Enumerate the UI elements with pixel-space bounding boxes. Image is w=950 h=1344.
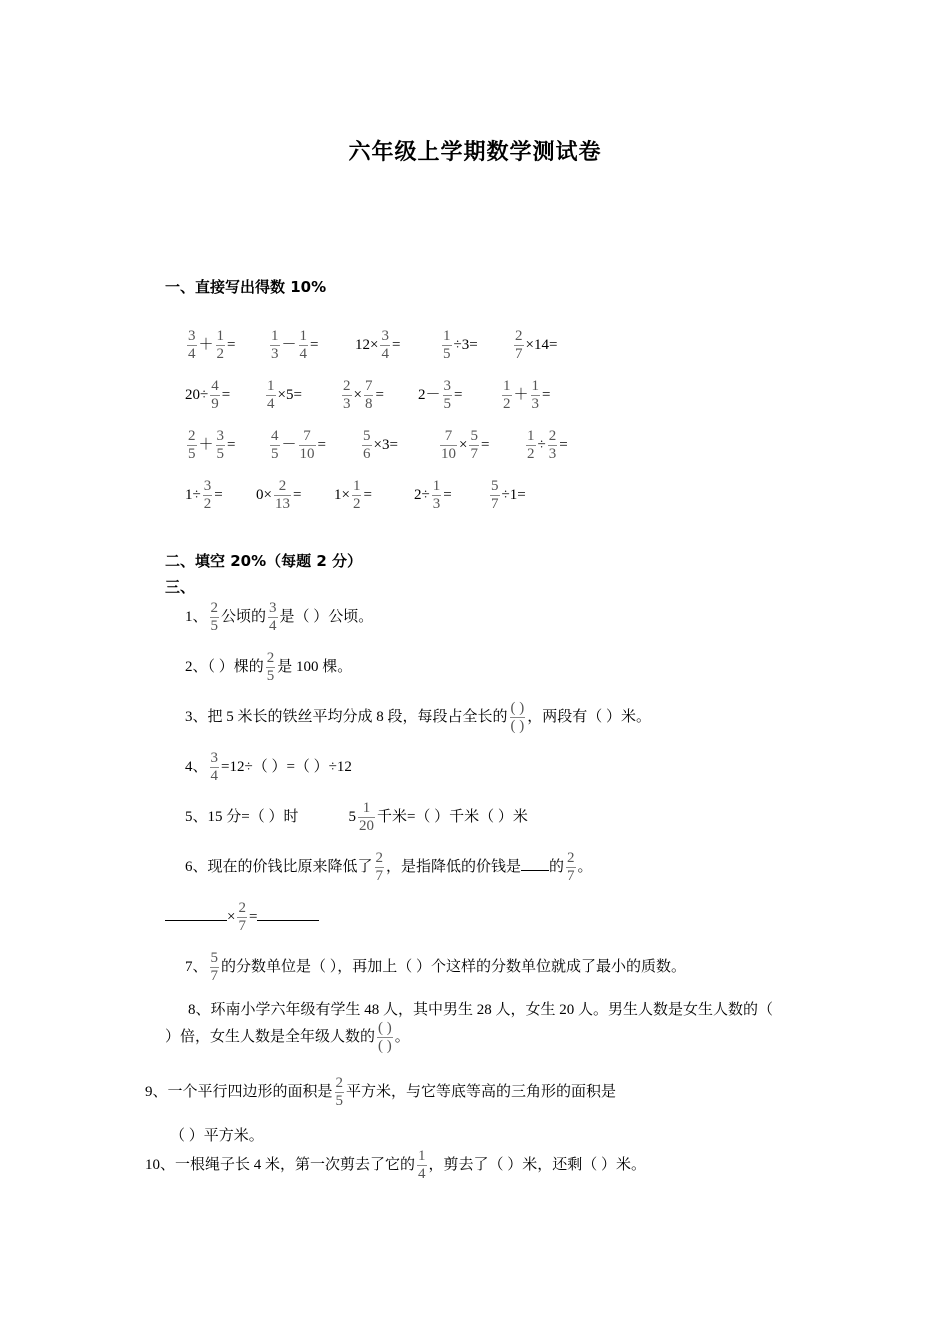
section3-heading: 三、 xyxy=(165,578,196,596)
question-3 xyxy=(185,700,651,735)
page-title: 六年级上学期数学测试卷 xyxy=(348,140,602,165)
question-10 xyxy=(145,1148,646,1183)
fraction: $\frac{1}{3}$ xyxy=(432,478,441,512)
fraction: $\frac{3}{4}$ xyxy=(210,750,219,784)
calc-item xyxy=(500,378,550,413)
question-1 xyxy=(185,600,373,635)
q9-text: 9、一个平行四边形的面积是 xyxy=(145,1083,333,1100)
fraction: $\frac{1}{3}$ xyxy=(271,328,279,362)
q4-text: =12÷（ ）=（ ）÷12 xyxy=(221,758,352,775)
question-4 xyxy=(185,750,352,785)
fraction: $\frac{7}{8}$ xyxy=(364,378,373,412)
operator: × xyxy=(353,386,362,403)
question-7 xyxy=(185,950,686,985)
fraction: $\frac{1}{20}$ xyxy=(358,800,374,834)
calc-item xyxy=(355,328,400,363)
calc-suffix: = xyxy=(214,486,223,503)
calc-item xyxy=(414,478,452,513)
fraction: $\frac{3}{2}$ xyxy=(203,478,212,512)
calc-prefix: 1× xyxy=(334,486,350,503)
calc-item xyxy=(268,428,326,463)
calc-prefix: 2÷ xyxy=(414,486,430,503)
fraction: $\frac{2}{7}$ xyxy=(375,850,384,884)
q7-text: 的分数单位是（ ），再加上（ ）个这样的分数单位就成了最小的质数。 xyxy=(221,958,687,975)
q2-text-end: 是 100 棵。 xyxy=(277,658,353,675)
calc-suffix: = xyxy=(454,386,463,403)
q3-text: 3、把 5 米长的铁丝平均分成 8 段，每段占全长的 xyxy=(185,708,508,725)
question-6 xyxy=(185,850,593,885)
calc-item xyxy=(185,328,235,363)
q8-text: ）倍，女生人数是全年级人数的 xyxy=(165,1028,376,1045)
fraction: $\frac{2}{5}$ xyxy=(266,650,275,684)
calc-suffix: = xyxy=(363,486,372,503)
operator: － xyxy=(281,336,297,353)
question-2 xyxy=(185,650,352,685)
q9-text-end: 平方米，与它等底等高的三角形的面积是 xyxy=(346,1083,617,1100)
calc-item xyxy=(512,328,557,363)
fraction: $\frac{3}{5}$ xyxy=(216,428,225,462)
question-9-line2: （ ）平方米。 xyxy=(170,1128,264,1144)
calc-suffix: ÷3= xyxy=(453,336,478,353)
fraction: $\frac{4}{5}$ xyxy=(271,428,279,462)
fraction: $\frac{3}{5}$ xyxy=(443,378,452,412)
section2-heading: 二、填空 20%（每题 2 分） xyxy=(165,552,363,570)
fraction: $\frac{2}{13}$ xyxy=(274,478,290,512)
calc-suffix: = xyxy=(227,436,236,453)
fraction: $\frac{1}{2}$ xyxy=(352,478,361,512)
q5-part-b: 千米=（ ）千米（ ）米 xyxy=(376,808,528,825)
calc-prefix: 2－ xyxy=(418,386,441,403)
section1-heading: 一、直接写出得数 10% xyxy=(165,278,327,296)
calc-item xyxy=(360,428,398,463)
fraction-blank: $\frac{( )}{( )}$ xyxy=(510,700,525,734)
calc-item xyxy=(334,478,372,513)
q2-text: 2、（ ）棵的 xyxy=(185,658,264,675)
q6-text-mid: ，是指降低的价钱是 xyxy=(386,858,522,875)
fraction: $\frac{7}{10}$ xyxy=(299,428,315,462)
q6-text-de: 的 xyxy=(549,858,565,875)
fraction: $\frac{1}{4}$ xyxy=(418,1148,426,1182)
calc-item xyxy=(340,378,384,413)
calc-suffix: = xyxy=(292,486,302,503)
calc-item xyxy=(418,378,462,413)
question-8-line2 xyxy=(165,1020,410,1055)
calc-suffix: ×5= xyxy=(277,386,302,403)
fraction: $\frac{3}{4}$ xyxy=(269,600,277,634)
question-6-equation xyxy=(165,900,319,935)
equals-sign: = xyxy=(248,908,258,925)
calc-suffix: = xyxy=(391,336,401,353)
q6-text: 6、现在的价钱比原来降低了 xyxy=(185,858,373,875)
calc-suffix: ×14= xyxy=(525,336,558,353)
fraction: $\frac{2}{7}$ xyxy=(567,850,575,884)
calc-suffix: = xyxy=(227,336,236,353)
fraction: $\frac{5}{7}$ xyxy=(470,428,478,462)
calc-suffix: = xyxy=(375,386,384,403)
calc-suffix: ×3= xyxy=(373,436,398,453)
q3-text-end: ，两段有（ ）米。 xyxy=(527,708,652,725)
fraction: $\frac{2}{7}$ xyxy=(238,900,246,934)
q10-text-end: ，剪去了（ ）米，还剩（ ）米。 xyxy=(428,1156,647,1173)
q1-text-end: 是（ ）公顷。 xyxy=(279,608,374,625)
operator: ＋ xyxy=(198,336,214,353)
fraction: $\frac{1}{2}$ xyxy=(503,378,511,412)
fraction: $\frac{1}{3}$ xyxy=(531,378,540,412)
calc-item xyxy=(185,378,230,413)
fraction: $\frac{1}{4}$ xyxy=(267,378,275,412)
q1-text: 公顷的 xyxy=(221,608,267,625)
fraction: $\frac{5}{6}$ xyxy=(363,428,371,462)
answer-blank[interactable] xyxy=(257,906,319,921)
question-9 xyxy=(145,1075,616,1110)
fraction-blank: $\frac{( )}{( )}$ xyxy=(378,1020,392,1054)
operator: － xyxy=(281,436,297,453)
calc-item xyxy=(185,478,223,513)
fraction: $\frac{2}{3}$ xyxy=(548,428,557,462)
question-8-line1: 8、环南小学六年级有学生 48 人，其中男生 28 人，女生 20 人。男生人数是女生人数的（ xyxy=(188,1002,774,1018)
calc-item xyxy=(488,478,526,513)
calc-suffix: = xyxy=(443,486,452,503)
fraction: $\frac{3}{4}$ xyxy=(381,328,389,362)
operator: × xyxy=(459,436,468,453)
fraction: $\frac{2}{5}$ xyxy=(188,428,196,462)
fraction: $\frac{2}{5}$ xyxy=(210,600,219,634)
fraction: $\frac{1}{4}$ xyxy=(299,328,308,362)
q5-part-a: 5、15 分=（ ）时 xyxy=(185,808,299,825)
calc-item xyxy=(185,428,235,463)
calc-suffix: ÷1= xyxy=(501,486,526,503)
calc-suffix: = xyxy=(221,386,231,403)
calc-prefix: 0× xyxy=(256,486,272,503)
calc-item xyxy=(268,328,318,363)
q5-whole: 5 xyxy=(348,808,356,825)
fraction: $\frac{5}{7}$ xyxy=(210,950,219,984)
q10-text: 10、一根绳子长 4 米，第一次剪去了它的 xyxy=(145,1156,416,1173)
calc-prefix: 1÷ xyxy=(185,486,201,503)
calc-item xyxy=(256,478,301,513)
q8-period: 。 xyxy=(394,1028,410,1045)
fraction: $\frac{2}{3}$ xyxy=(343,378,351,412)
calc-prefix: 12× xyxy=(355,336,379,353)
fraction: $\frac{4}{9}$ xyxy=(211,378,219,412)
calc-item xyxy=(264,378,302,413)
calc-suffix: = xyxy=(480,436,490,453)
calc-suffix: = xyxy=(317,436,326,453)
calc-item xyxy=(440,328,478,363)
operator: ÷ xyxy=(537,436,546,453)
calc-item xyxy=(438,428,489,463)
answer-blank[interactable] xyxy=(165,906,227,921)
q6-period: 。 xyxy=(577,858,593,875)
fraction: $\frac{1}{5}$ xyxy=(443,328,451,362)
operator: ＋ xyxy=(513,386,529,403)
calc-item xyxy=(524,428,568,463)
q7-number: 7、 xyxy=(185,958,208,975)
times-sign: × xyxy=(227,908,236,925)
answer-blank[interactable] xyxy=(521,856,549,871)
operator: ＋ xyxy=(198,436,214,453)
calc-suffix: = xyxy=(542,386,551,403)
question-5 xyxy=(185,800,528,835)
fraction: $\frac{2}{7}$ xyxy=(515,328,523,362)
calc-prefix: 20÷ xyxy=(185,386,209,403)
calc-suffix: = xyxy=(559,436,568,453)
calc-suffix: = xyxy=(310,336,319,353)
fraction: $\frac{7}{10}$ xyxy=(441,428,456,462)
q1-number: 1、 xyxy=(185,608,208,625)
fraction: $\frac{5}{7}$ xyxy=(491,478,499,512)
fraction: $\frac{2}{5}$ xyxy=(335,1075,344,1109)
q4-number: 4、 xyxy=(185,758,208,775)
fraction: $\frac{1}{2}$ xyxy=(216,328,225,362)
fraction: $\frac{3}{4}$ xyxy=(188,328,196,362)
fraction: $\frac{1}{2}$ xyxy=(527,428,535,462)
